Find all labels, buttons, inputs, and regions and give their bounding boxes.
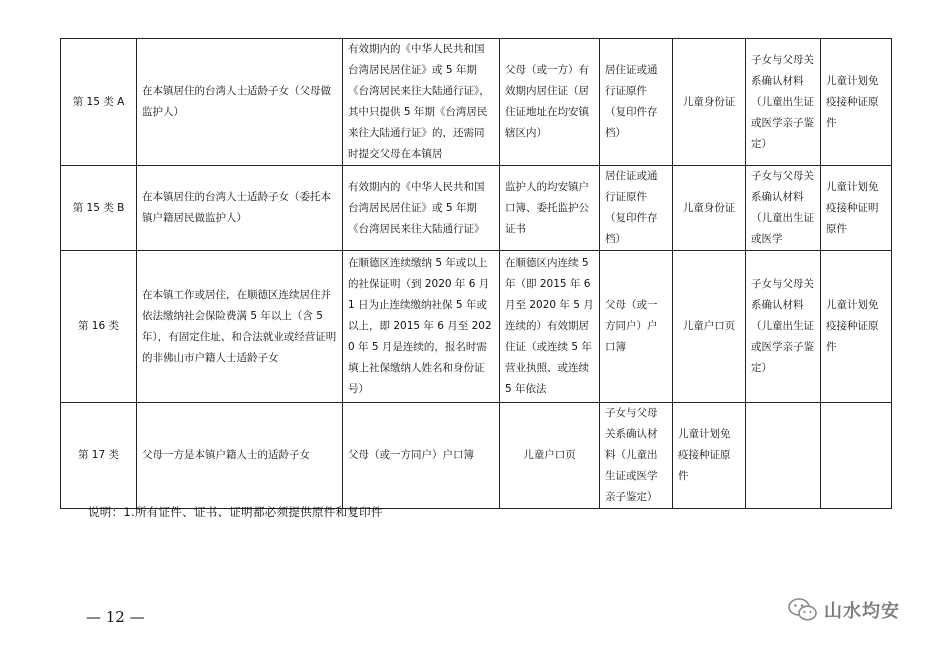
doc2-cell: 在顺德区内连续 5 年（即 2015 年 6 月至 2020 年 5 月连续的）有效期居住证（或连续 5 年营业执照、或连续 5 年依法 [500, 251, 600, 403]
doc6-cell: 儿童计划免疫接种证明原件 [821, 166, 892, 251]
target-cell: 在本镇居住的台湾人士适龄子女（父母做监护人） [137, 39, 343, 166]
wechat-icon [788, 597, 818, 623]
category-cell: 第 17 类 [61, 403, 137, 509]
table-row [61, 166, 892, 251]
doc3-cell: 居住证或通行证原件（复印件存档） [600, 166, 673, 251]
page-number: — 12 — [86, 608, 145, 626]
doc3-cell: 父母（或一方同户）户口簿 [600, 251, 673, 403]
admission-table [60, 38, 892, 509]
doc4-cell: 儿童身份证 [673, 166, 746, 251]
watermark [788, 597, 900, 623]
doc6-cell: 儿童计划免疫接种证原件 [821, 39, 892, 166]
target-cell: 父母一方是本镇户籍人士的适龄子女 [137, 403, 343, 509]
target-cell: 在本镇居住的台湾人士适龄子女（委托本镇户籍居民做监护人） [137, 166, 343, 251]
doc4-cell: 儿童计划免疫接种证原件 [673, 403, 746, 509]
doc2-cell: 父母（或一方）有效期内居住证（居住证地址在均安镇辖区内） [500, 39, 600, 166]
doc6-cell: 儿童计划免疫接种证原件 [821, 251, 892, 403]
doc3-cell: 子女与父母关系确认材料（儿童出生证或医学亲子鉴定） [600, 403, 673, 509]
doc1-cell: 有效期内的《中华人民共和国台湾居民居住证》或 5 年期《台湾居民来往大陆通行证》，其中只提供 5 年期《台湾居民来往大陆通行证》的，还需同时提交父母在本镇居 [343, 39, 500, 166]
doc2-cell: 儿童户口页 [500, 403, 600, 509]
doc4-cell: 儿童户口页 [673, 251, 746, 403]
watermark-text: 山水均安 [824, 601, 900, 622]
doc6-cell [821, 403, 892, 509]
doc1-cell: 有效期内的《中华人民共和国台湾居民居住证》或 5 年期《台湾居民来往大陆通行证》 [343, 166, 500, 251]
doc5-cell [746, 403, 821, 509]
target-cell: 在本镇工作或居住，在顺德区连续居住并依法缴纳社会保险费满 5 年以上（含 5 年），有固定住址、和合法就业或经营证明的非佛山市户籍人士适龄子女 [137, 251, 343, 403]
table-row [61, 403, 892, 509]
footnote: 说明：1.所有证件、证书、证明都必须提供原件和复印件 [88, 505, 383, 519]
doc1-cell: 父母（或一方同户）户口簿 [343, 403, 500, 509]
doc5-cell: 子女与父母关系确认材料（儿童出生证或医学亲子鉴定） [746, 39, 821, 166]
category-cell: 第 15 类 A [61, 39, 137, 166]
doc5-cell: 子女与父母关系确认材料（儿童出生证或医学亲子鉴定） [746, 251, 821, 403]
category-cell: 第 16 类 [61, 251, 137, 403]
category-cell: 第 15 类 B [61, 166, 137, 251]
doc1-cell: 在顺德区连续缴纳 5 年或以上的社保证明（到 2020 年 6 月 1 日为止连续缴纳社保 5 年或以上，即 2015 年 6 月至 2020 年 5 月是连续的，报名时需填上社保缴纳人姓名和身份证号） [343, 251, 500, 403]
doc2-cell: 监护人的均安镇户口簿、委托监护公证书 [500, 166, 600, 251]
doc4-cell: 儿童身份证 [673, 39, 746, 166]
table-row [61, 251, 892, 403]
table-row [61, 39, 892, 166]
doc5-cell: 子女与父母关系确认材料（儿童出生证或医学 [746, 166, 821, 251]
doc3-cell: 居住证或通行证原件（复印件存档） [600, 39, 673, 166]
